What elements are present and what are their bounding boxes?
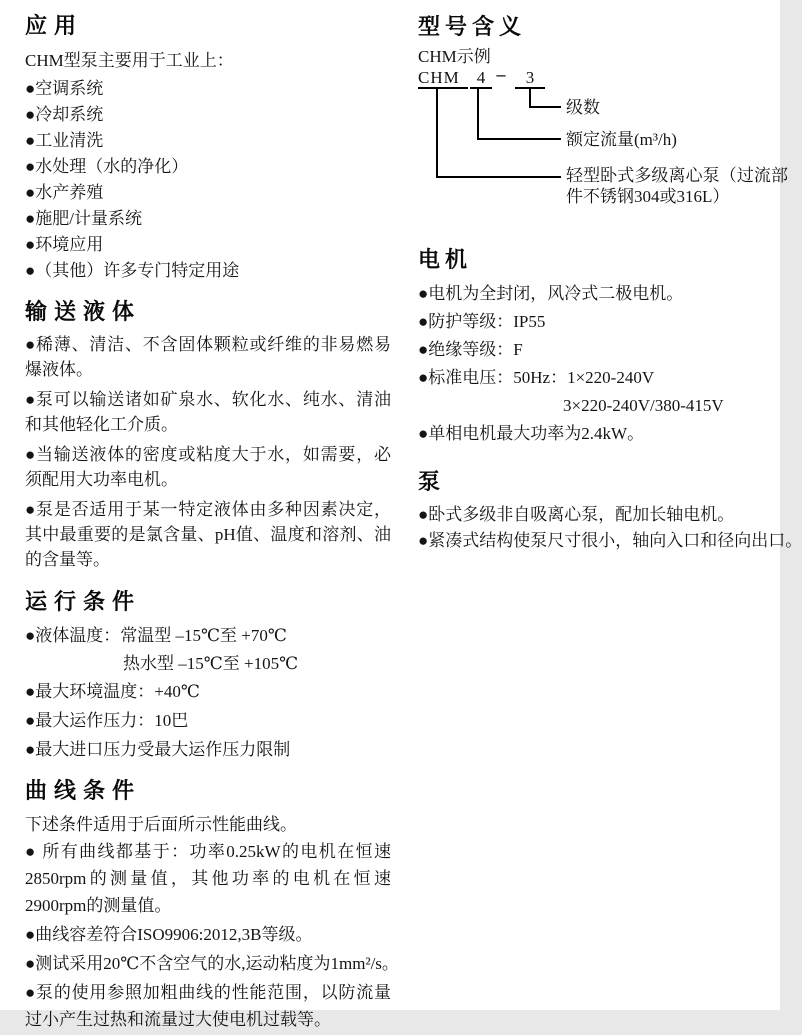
application-item: ●（其他）许多专门特定用途 — [25, 261, 240, 280]
series-label: 轻型卧式多级离心泵（过流部件不锈钢304或316L） — [566, 166, 788, 206]
operating-conditions-item: ●最大运作压力：10巴 — [25, 711, 189, 730]
section-operating-conditions — [25, 590, 391, 765]
liquid-temp-line2: 热水型 –15℃至 +105℃ — [123, 654, 299, 673]
model-example-label: CHM示例 — [418, 47, 491, 66]
application-item: ●施肥/计量系统 — [25, 209, 142, 228]
model-code-flow: 4 — [470, 69, 492, 89]
motor-voltage-line1: ●标准电压：50Hz：1×220-240V — [418, 368, 655, 387]
pumped-liquids-item: ●泵可以输送诸如矿泉水、软化水、纯水、清油和其他轻化工介质。 — [25, 390, 391, 434]
pumped-liquids-heading: 输送液体 — [25, 299, 142, 324]
pumped-liquids-item: ●当输送液体的密度或粘度大于水，如需要，必须配用大功率电机。 — [25, 445, 391, 489]
model-code-series: CHM — [418, 69, 468, 89]
section-pumped-liquids — [25, 300, 391, 577]
operating-conditions-item: ●最大进口压力受最大运作压力限制 — [25, 740, 291, 759]
connector-line-series — [436, 87, 438, 178]
curve-conditions-list — [25, 838, 399, 1033]
flow-label: 额定流量(m³/h) — [566, 130, 677, 149]
pumped-liquids-list — [25, 332, 391, 572]
application-item: ●环境应用 — [25, 235, 104, 254]
application-list — [25, 76, 391, 284]
application-heading: 应用 — [25, 13, 84, 38]
model-code-dash: – — [496, 64, 506, 84]
application-item: ●工业清洗 — [25, 131, 104, 150]
liquid-temp-line1: ●液体温度：常温型 –15℃至 +70℃ — [25, 626, 287, 645]
pump-list — [418, 502, 802, 554]
left-column — [25, 0, 399, 1029]
motor-list — [418, 280, 780, 448]
pumped-liquids-item: ●泵是否适用于某一特定液体由多种因素决定，其中最重要的是氯含量、pH值、温度和溶剂、油的含量等。 — [25, 500, 391, 569]
application-item: ●冷却系统 — [25, 105, 104, 124]
operating-conditions-list — [25, 622, 391, 763]
curve-conditions-item: ●泵的使用参照加粗曲线的性能范围，以防流量过小产生过热和流量过大使电机过载等。 — [25, 983, 391, 1029]
model-code-stages: 3 — [515, 69, 545, 89]
motor-item: ●防护等级：IP55 — [418, 312, 546, 331]
stages-label: 级数 — [566, 98, 600, 117]
section-curve-conditions — [25, 778, 399, 1035]
curve-conditions-item: ●曲线容差符合ISO9906:2012,3B等级。 — [25, 925, 313, 944]
motor-item: ●电机为全封闭，风冷式二极电机。 — [418, 284, 684, 303]
curve-conditions-heading: 曲线条件 — [25, 778, 142, 803]
pump-item: ●卧式多级非自吸离心泵，配加长轴电机。 — [418, 505, 735, 524]
application-item: ●水产养殖 — [25, 183, 104, 202]
pump-heading: 泵 — [418, 469, 446, 494]
application-intro: CHM型泵主要用于工业上： — [25, 51, 234, 70]
curve-conditions-item: ●测试采用20℃不含空气的水,运动粘度为1mm²/s。 — [25, 954, 399, 973]
motor-heading: 电机 — [418, 247, 473, 272]
application-item: ●水处理（水的净化） — [25, 157, 189, 176]
operating-conditions-heading: 运行条件 — [25, 589, 142, 614]
motor-voltage-line2: 3×220-240V/380-415V — [563, 396, 724, 415]
connector-line-stages — [529, 106, 561, 108]
curve-conditions-intro: 下述条件适用于后面所示性能曲线。 — [25, 815, 297, 834]
application-item: ●空调系统 — [25, 79, 104, 98]
section-model-meaning — [418, 14, 788, 255]
connector-line-stages — [529, 87, 531, 108]
connector-line-flow — [477, 87, 479, 140]
motor-power-item: ●单相电机最大功率为2.4kW。 — [418, 424, 645, 443]
model-meaning-heading: 型号含义 — [418, 14, 527, 39]
connector-line-series — [436, 176, 561, 178]
curve-conditions-item: ● 所有曲线都基于：功率0.25kW的电机在恒速2850rpm的测量值，其他功率的电机在恒速2900rpm的测量值。 — [25, 842, 391, 915]
pumped-liquids-item: ●稀薄、清洁、不含固体颗粒或纤维的非易燃易爆液体。 — [25, 335, 391, 379]
section-motor — [418, 248, 780, 448]
operating-conditions-item: ●最大环境温度：+40℃ — [25, 682, 200, 701]
right-column — [418, 0, 802, 1010]
section-pump — [418, 469, 802, 554]
pump-item: ●紧凑式结构使泵尺寸很小，轴向入口和径向出口。 — [418, 531, 802, 550]
motor-item: ●绝缘等级：F — [418, 340, 523, 359]
section-application — [25, 14, 391, 284]
connector-line-flow — [477, 138, 561, 140]
model-code-diagram — [418, 15, 788, 255]
